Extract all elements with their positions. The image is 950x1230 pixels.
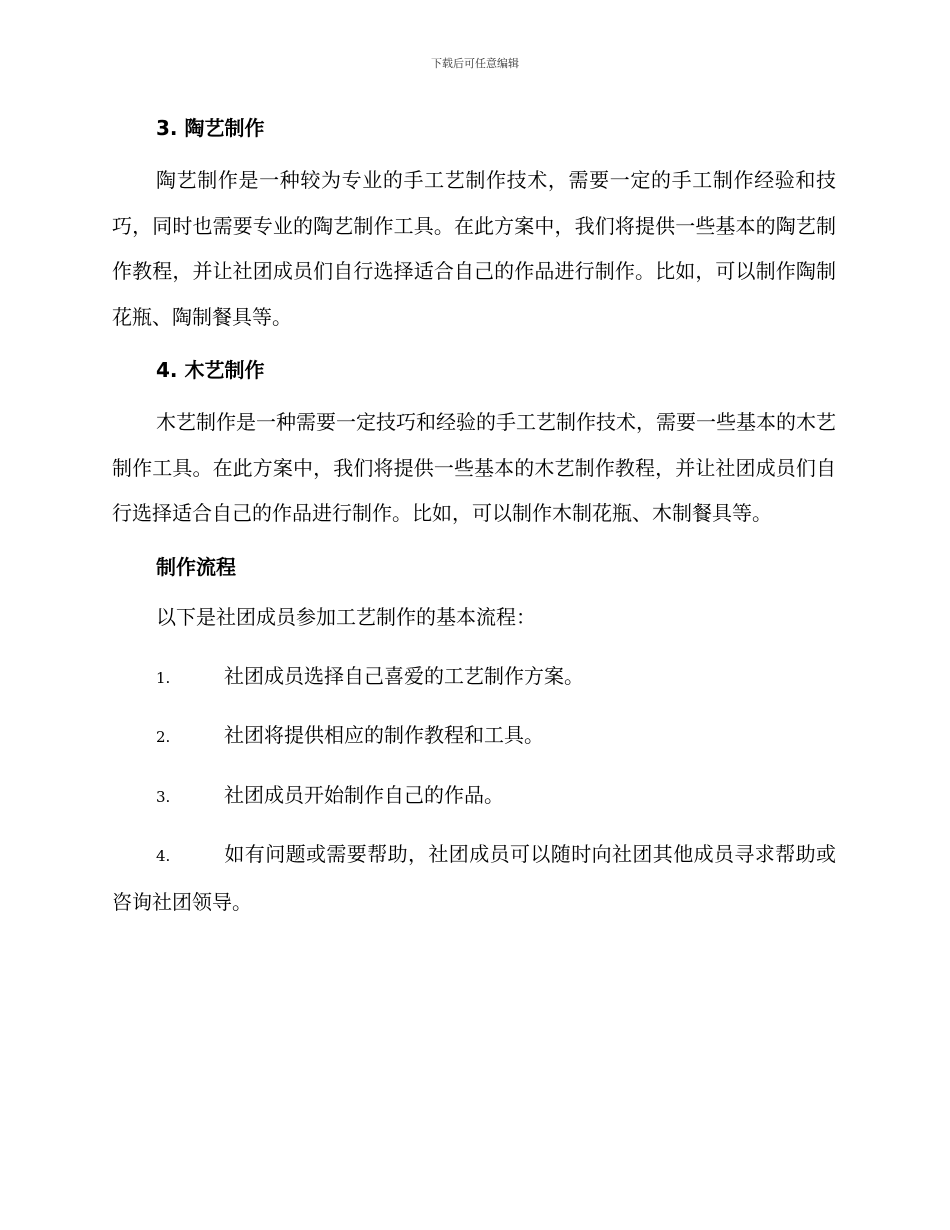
page-header-note: 下载后可任意编辑	[431, 57, 519, 70]
list-item	[112, 832, 836, 925]
list-number: 4.	[156, 847, 171, 865]
section-heading-pottery: 3. 陶艺制作	[156, 116, 265, 140]
list-item-text: 社团将提供相应的制作教程和工具。	[224, 723, 544, 747]
paragraph-woodwork: 木艺制作是一种需要一定技巧和经验的手工艺制作技术，需要一些基本的木艺制作工具。在此方案中，我们将提供一些基本的木艺制作教程，并让社团成员们自行选择适合自己的作品进行制作。比如，可以制作木制花瓶、木制餐具等。	[112, 410, 836, 525]
list-item-text: 社团成员选择自己喜爱的工艺制作方案。	[224, 663, 584, 688]
paragraph-pottery: 陶艺制作是一种较为专业的手工艺制作技术，需要一定的手工制作经验和技巧，同时也需要专业的陶艺制作工具。在此方案中，我们将提供一些基本的陶艺制作教程，并让社团成员们自行选择适合自己的作品进行制作。比如，可以制作陶制花瓶、陶制餐具等。	[112, 168, 836, 329]
list-number: 2.	[156, 728, 171, 746]
list-number: 3.	[156, 787, 171, 806]
list-item-text: 社团成员开始制作自己的作品。	[224, 782, 504, 807]
document-body	[112, 108, 836, 937]
list-number: 1.	[156, 668, 171, 687]
list-item	[112, 713, 836, 761]
list-item	[112, 773, 836, 821]
process-intro: 以下是社团成员参加工艺制作的基本流程：	[156, 604, 536, 629]
section-heading-process: 制作流程	[156, 554, 236, 579]
list-item	[112, 654, 836, 702]
list-item-text: 如有问题或需要帮助，社团成员可以随时向社团其他成员寻求帮助或咨询社团领导。	[112, 842, 836, 914]
section-heading-woodwork: 4. 木艺制作	[156, 358, 265, 382]
